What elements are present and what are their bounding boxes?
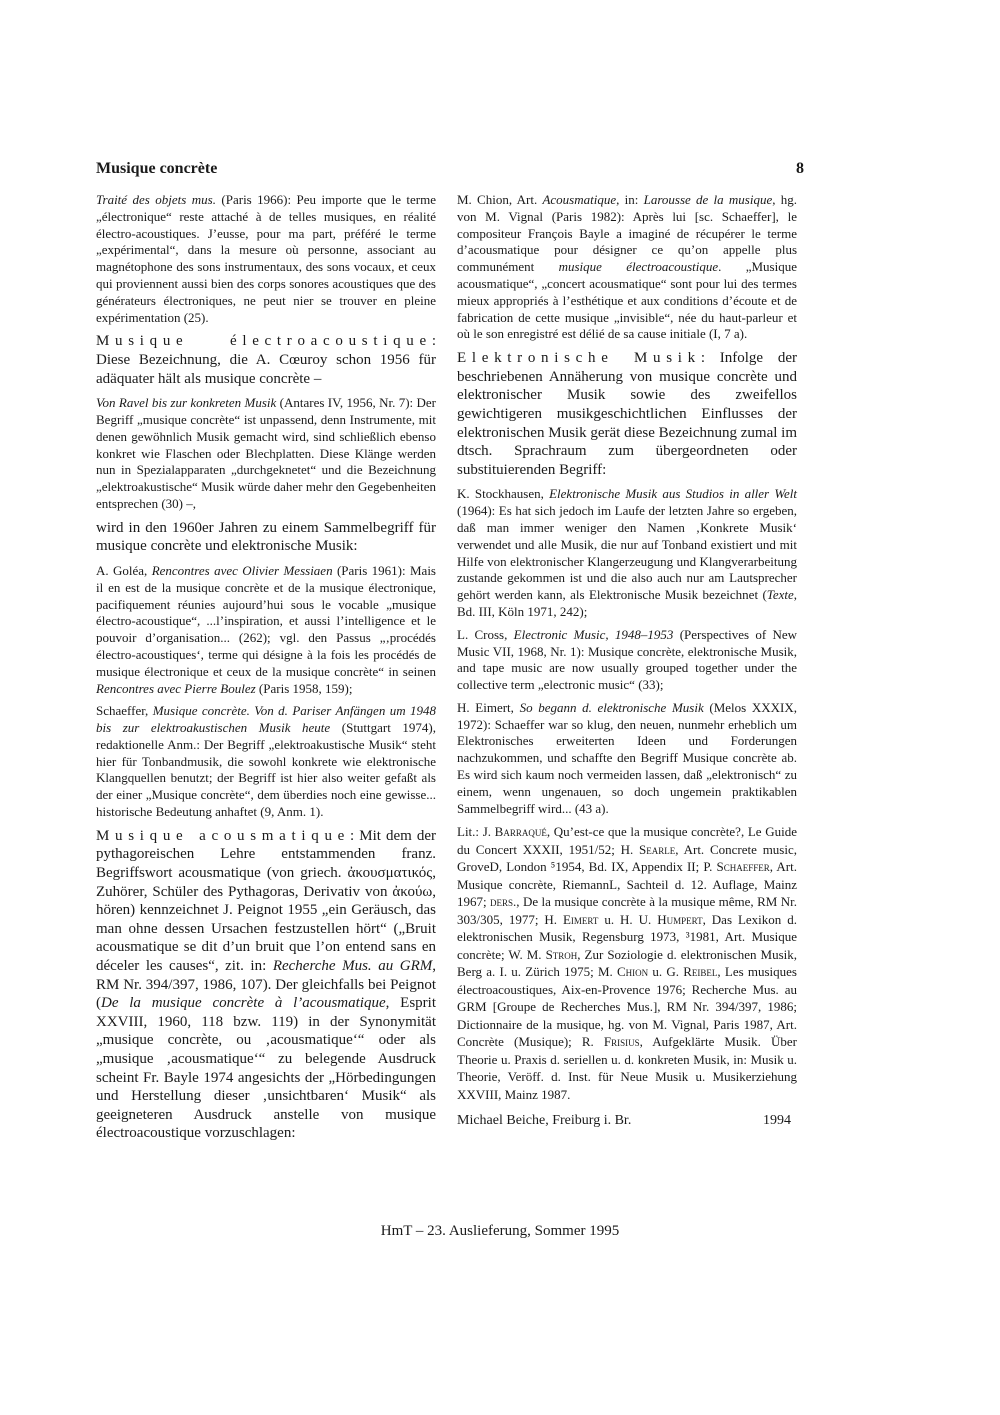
quote-coeuroy: Von Ravel bis zur konkreten Musik (Antares IV, 1956, Nr. 7): Der Begriff „musique concrète“ ist unpassend, denn Instrumente, mit denen gewöhnlich Musik gemacht wird, sind schließlich ebenso konkret wie Flaschen oder Blechplatten. Diese Klänge werden nun in Spezialapparaten „durchgeknetet“ und die Bezeichnung „elektroakustische“ Musik würde daher mehr den Gegebenheiten entsprechen (30) –, bbox=[96, 395, 436, 511]
body-paragraph: wird in den 1960er Jahren zu einem Sammelbegriff für musique concrète und elektronische Musik: bbox=[96, 519, 436, 555]
term-heading: Musique électroacoustique bbox=[96, 333, 432, 350]
quote-schaeffer-musique-concrete: Schaeffer, Musique concrète. Von d. Pariser Anfängen um 1948 bis zur elektroakustischen Musik heute (Stuttgart 1974), redaktionelle Anm.: Der Begriff „elektroakustische Musik“ steht hier für Tonbandmusik, die sowohl konkrete wie elektronische Klangquellen benutzt; der Begriff ist hier also weiter gefaßt als der einer „Musique concrète“, dem überdies noch eine gewisse... historische Bedeutung anhaftet (9, Anm. 1). bbox=[96, 703, 437, 820]
section-musique-electroacoustique: Musique électroacoustique: Diese Bezeichnung, die A. Cœuroy schon 1956 für adäquater hält als musique concrète – bbox=[96, 333, 436, 387]
right-column bbox=[457, 192, 797, 1133]
quote-chion: M. Chion, Art. Acousmatique, in: Larousse de la musique, hg. von M. Vignal (Paris 1982): Après lui [sc. Schaeffer], le compositeur François Bayle a imaginé de récupérer le terme d’acousmatique pour désigner ce qu’on appelle plus communément musique électroacoustique. „Musique acousmatique“, „concert acousmatique“ sont pour lui des termes mieux appropriés à l’esthétique et aux conditions d’écoute et de fabrication de cette musique „invisible“, née du haut-parleur et où le son enregistré est délié de sa cause initiale (I, 7 a). bbox=[457, 192, 797, 342]
left-column bbox=[96, 192, 436, 1150]
author-name: Michael Beiche, Freiburg i. Br. bbox=[457, 1113, 632, 1129]
quote-stockhausen: K. Stockhausen, Elektronische Musik aus Studios in aller Welt (1964): Es hat sich jedoch im Laufe der letzten Jahre so ergeben, daß man immer weniger den Namen ‚Konkrete Musik‘ verwendet und alle Musik, die nur auf Tonband existiert und mit Hilfe von elektronischer Klangerzeugung und Klangverarbeitung zustande gekommen ist und die also auch nur am Lautsprecher gehört werden kann, als Elektronische Musik bezeichnet (Texte, Bd. III, Köln 1971, 242); bbox=[457, 486, 797, 619]
signature bbox=[457, 1113, 797, 1133]
term-heading: Elektronische Musik bbox=[457, 350, 701, 367]
page-number: 8 bbox=[796, 160, 804, 177]
quote-cross: L. Cross, Electronic Music, 1948–1953 (Perspectives of New Music VII, 1968, Nr. 1): Musique concrète, elektronische Musik, and tape music are now usually grouped together under the collective term „electronic music“ (33); bbox=[457, 626, 798, 693]
section-elektronische-musik: Elektronische Musik: Infolge der beschriebenen Annäherung von musique concrète und elektronischer Musik sowie des zweifellos gewichtigeren musikgeschichtlichen Einflusses der elektronischen Musik gerät diese Bezeichnung zumal im dtsch. Sprachraum zum übergeordneten oder substituierenden Begriff: bbox=[457, 350, 797, 478]
literature-list: Lit.: J. Barraqué, Qu’est-ce que la musique concrète?, Le Guide du Concert XXXII, 1951/52; H. Searle, Art. Concrete music, GroveD, London ⁵1954, Bd. IX, Appendix II; P. Schaeffer, Art. Musique concrète, RiemannL, Sachteil d. 12. Auflage, Mainz 1967; ders., De la musique concrète à la musique même, RM Nr. 303/305, 1977; H. Eimert u. H. U. Humpert, Das Lexikon d. elektronischen Musik, Regensburg 1973, ³1981, Art. Musique concrète; W. M. Stroh, Zur Soziologie d. elektronischen Musik, Berg a. I. u. Zürich 1975; M. Chion u. G. Reibel, Les musiques électroacoustiques, Aix-en-Provence 1976; Recherche Mus. au GRM [Groupe de Recherches Mus.], RM Nr. 394/397, 1986; Dictionnaire de la musique, hg. von M. Vignal, Paris 1987, Art. Concrète (Musique); R. Frisius, Aufgeklärte Musik. Über Theorie u. Praxis d. seriellen u. d. konkreten Musik, in: Musik u. Theorie, Veröff. d. Inst. für Neue Musik u. Musikerziehung XXVIII, Mainz 1987. bbox=[457, 824, 797, 1102]
term-heading: Musique acousmatique bbox=[96, 827, 351, 844]
quote-eimert: H. Eimert, So begann d. elektronische Musik (Melos XXXIX, 1972): Schaeffer war so klug, den neuen, nunmehr erheblich um Elektronisches erweiterten Ideen und Forderungen nachzukommen, und schaffte den Begriff Musique concrète ab. Es wird sich kaum noch vermeiden lassen, daß „elektronisch“ zu einem, wenn ungenauen, so doch ungemein praktikablen Sammelbegriff wird... (43 a). bbox=[457, 699, 797, 816]
running-title: Musique concrète bbox=[96, 160, 218, 177]
page-footer: HmT – 23. Auslieferung, Sommer 1995 bbox=[380, 1223, 620, 1239]
signature-year: 1994 bbox=[763, 1113, 791, 1129]
section-musique-acousmatique: Musique acousmatique: Mit dem der pythagoreischen Lehre entstammenden franz. Begriffswort acousmatique (von griech. ἀκουσματικός, Zuhörer, Schüler des Pythagoras, Derivativ von ἀκούω, hören) kennzeichnet J. Peignot 1955 „ein Geräusch, das man ohne dessen Ursachen festzustellen hört“ („Bruit acousmatique se dit d’un bruit que l’on entend sans en déceler les causes“, zit. in: Recherche Mus. au GRM, RM Nr. 394/397, 1986, 107). Der gleichfalls bei Peignot (De la musique concrète à l’acousmatique, Esprit XXVIII, 1960, 118 bzw. 119) in der Synonymität „musique concrète, ou ‚acousmatique‘“ oder als „musique ‚acousmatique‘“ zu belegende Ausdruck scheint Fr. Bayle 1974 angesichts der „Hörbedingungen und Herstellung dieser ‚unsichtbaren‘ Musik“ als geeigneteren Ausdruck anstelle von musique électroacoustique vorzuschlagen: bbox=[96, 827, 436, 1142]
quote-schaeffer-traite: Traité des objets mus. (Paris 1966): Peu importe que le terme „électronique“ reste attaché à de telles musiques, en réalité électro-acoustiques. J’eusse, pour ma part, préféré le terme „expérimental“, dans la mesure où personne, associant au magnétophone des sons instrumentaux, des sons vocaux, et ceux qui proviennent aussi bien des corps sonores acoustiques que des générateurs électroniques, ne peut nier se trouver en pleine expérimentation (25). bbox=[96, 192, 436, 325]
quote-golea: A. Goléa, Rencontres avec Olivier Messiaen (Paris 1961): Mais il en est de la musique concrète et de la musique électronique, pacifiquement réunies aujourd’hui sous le vocable „musique électro-acoustique“, ...l’inspiration, et aussi l’intelligence et le pouvoir d’organisation... (262); vgl. den Passus „‚procédés électro-acoustiques‘, terme qui désigne à la fois les procédés de musique électronique et ceux de la musique concrète“ in seinen Rencontres avec Pierre Boulez (Paris 1958, 159); bbox=[96, 562, 436, 696]
